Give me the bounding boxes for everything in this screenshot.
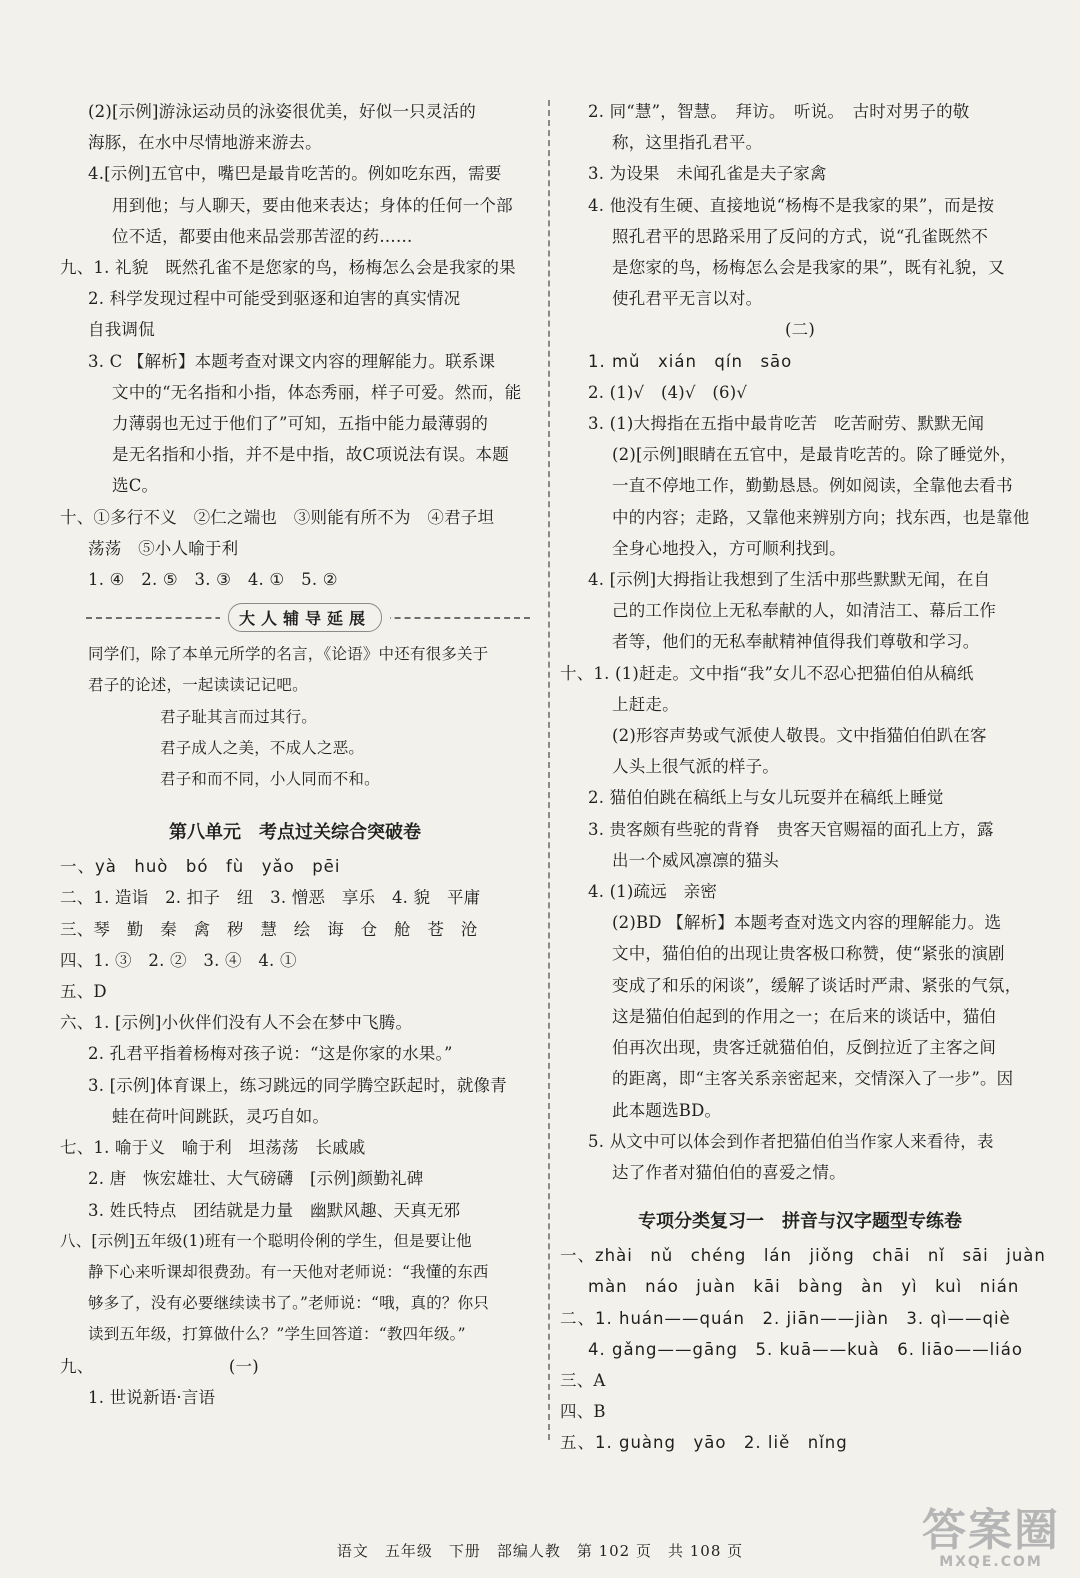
text-line: 一直不停地工作，勤勤恳恳。例如阅读，全靠他去看书 bbox=[612, 476, 1013, 496]
text-line: 2. 科学发现过程中可能受到驱逐和迫害的真实情况 bbox=[88, 289, 461, 309]
text-line: 的距离，即“主客关系亲密起来，交情深入了一步”。因 bbox=[612, 1069, 1014, 1089]
text-line: 3. C 【解析】本题考查对课文内容的理解能力。联系课 bbox=[88, 351, 496, 371]
pinyin-line: 1. mǔ xián qín sāo bbox=[588, 351, 793, 371]
text-line: 自我调侃 bbox=[88, 320, 155, 340]
text-line: 3. 姓氏特点 团结就是力量 幽默风趣、天真无邪 bbox=[88, 1200, 461, 1220]
text-line: 1. 世说新语·言语 bbox=[88, 1387, 216, 1407]
text-line: (2)形容声势或气派使人敬畏。文中指猫伯伯趴在客 bbox=[612, 726, 987, 746]
text-line: 全身心地投入，方可顺利找到。 bbox=[612, 538, 846, 558]
watermark-url: MXQE.COM bbox=[939, 1554, 1043, 1570]
left-column bbox=[60, 96, 530, 1413]
column-divider bbox=[548, 100, 550, 1440]
text-line: 4. [示例]大拇指让我想到了生活中那些默默无闻，在自 bbox=[588, 570, 991, 590]
text-line: 2. 同“慧”，智慧。 拜访。 听说。 古时对男子的敬 bbox=[588, 102, 970, 121]
text-line: 荡荡 ⑤小人喻于利 bbox=[88, 538, 239, 558]
text-line: 六、1. [示例]小伙伴们没有人不会在梦中飞腾。 bbox=[60, 1013, 413, 1033]
text-line: 3. 为设果 未闻孔雀是夫子家禽 bbox=[588, 164, 827, 184]
text-line: 使孔君平无言以对。 bbox=[612, 289, 763, 309]
text-line: 是您家的鸟，杨梅怎么会是我家的果”，既有礼貌，又 bbox=[612, 258, 1005, 278]
text-line: 2. 猫伯伯跳在稿纸上与女儿玩耍并在稿纸上睡觉 bbox=[588, 788, 944, 808]
text-line: 是无名指和小指，并不是中指，故C项说法有误。本题 bbox=[112, 445, 509, 465]
quote-line: 君子耻其言而过其行。 bbox=[160, 707, 318, 726]
text-line: 照孔君平的思路采用了反问的方式，说“孔雀既然不 bbox=[612, 226, 989, 246]
quote-line: 君子成人之美，不成人之恶。 bbox=[160, 738, 365, 757]
right-column bbox=[560, 96, 1046, 1459]
text-line: 出一个威风凛凛的猫头 bbox=[612, 850, 779, 870]
extension-banner bbox=[60, 601, 530, 635]
banner-title: 大人辅导延展 bbox=[228, 603, 382, 632]
text-line: 上赶走。 bbox=[612, 694, 679, 714]
text-line: 海豚，在水中尽情地游来游去。 bbox=[88, 133, 322, 153]
text-line: 七、1. 喻于义 喻于利 坦荡荡 长戚戚 bbox=[60, 1138, 366, 1158]
text-line: 九、1. 礼貌 既然孔雀不是您家的鸟，杨梅怎么会是我家的果 bbox=[60, 258, 516, 278]
part1-label: (一) bbox=[228, 1356, 259, 1376]
text-line: 4. 他没有生硬、直接地说“杨梅不是我家的果”，而是按 bbox=[588, 195, 995, 215]
text-line: 位不适，都要由他来品尝那苦涩的药…… bbox=[112, 226, 413, 246]
text-line: 四、1. ③ 2. ② 3. ④ 4. ① bbox=[60, 950, 297, 970]
text-line: 三、A bbox=[560, 1370, 606, 1390]
intro-line: 君子的论述，一起读读记记吧。 bbox=[88, 676, 308, 695]
text-line: 用到他；与人聊天，要由他来表达；身体的任何一个部 bbox=[112, 195, 513, 215]
text-line: 静下心来听课却很费劲。有一天他对老师说：“我懂的东西 bbox=[88, 1262, 489, 1281]
pinyin-line: 一、yà huò bó fù yǎo pēi bbox=[60, 857, 341, 877]
text-line: 2. 唐 恢宏雄壮、大气磅礴 [示例]颜勤礼碑 bbox=[88, 1169, 424, 1189]
text-line: 3. (1)大拇指在五指中最肯吃苦 吃苦耐劳、默默无闻 bbox=[588, 414, 985, 434]
pinyin-line: 一、zhài nǔ chéng lán jiǒng chāi nǐ sāi juàn bbox=[560, 1246, 1046, 1266]
text-line: 者等，他们的无私奉献精神值得我们尊敬和学习。 bbox=[612, 632, 980, 652]
text-line: 蛙在荷叶间跳跃，灵巧自如。 bbox=[112, 1106, 330, 1126]
text-line: 伯再次出现，贵客迁就猫伯伯，反倒拉近了主客之间 bbox=[612, 1038, 997, 1058]
text-line: (2)[示例]眼睛在五官中，是最肯吃苦的。除了睡觉外， bbox=[612, 445, 1017, 465]
text-line bbox=[60, 1351, 530, 1382]
unit8-title: 第八单元 考点过关综合突破卷 bbox=[169, 822, 421, 844]
pinyin-line: màn náo juàn kāi bàng àn yì kuì nián bbox=[588, 1277, 1020, 1297]
text-line: 4.[示例]五官中，嘴巴是最肯吃苦的。例如吃东西，需要 bbox=[88, 164, 502, 184]
intro-line: 同学们，除了本单元所学的名言，《论语》中还有很多关于 bbox=[88, 645, 489, 664]
text-line: 文中的“无名指和小指，体态秀丽，样子可爱。然而，能 bbox=[112, 382, 522, 402]
watermark-text: 答案圈 bbox=[922, 1505, 1060, 1556]
text-line: 1. ④ 2. ⑤ 3. ③ 4. ① 5. ② bbox=[88, 570, 338, 590]
text-line: 力薄弱也无过于他们了”可知，五指中能力最薄弱的 bbox=[112, 414, 489, 434]
text-line: (2)BD 【解析】本题考查对选文内容的理解能力。选 bbox=[612, 913, 1002, 933]
text-line: 八、[示例]五年级(1)班有一个聪明伶俐的学生，但是要让他 bbox=[60, 1231, 472, 1250]
section-label: 九、 bbox=[60, 1356, 94, 1376]
text-line: 二、1. 造诣 2. 扣子 纽 3. 憎恶 享乐 4. 貌 平庸 bbox=[60, 888, 481, 908]
text-line: 己的工作岗位上无私奉献的人，如清洁工、幕后工作 bbox=[612, 601, 997, 621]
text-line: 这是猫伯伯起到的作用之一；在后来的谈话中，猫伯 bbox=[612, 1006, 997, 1026]
text-line: 四、B bbox=[560, 1402, 606, 1422]
text-line: 2. (1)√ (4)√ (6)√ bbox=[588, 382, 748, 402]
text-line: 人头上很气派的样子。 bbox=[612, 757, 779, 777]
text-line: 够多了，没有必要继续读书了。”老师说：“哦，真的？你只 bbox=[88, 1294, 489, 1313]
part2-label: (二) bbox=[785, 320, 815, 340]
text-line: 十、①多行不义 ②仁之端也 ③则能有所不为 ④君子坦 bbox=[60, 507, 495, 527]
text-line: 达了作者对猫伯伯的喜爱之情。 bbox=[612, 1162, 846, 1182]
text-line: 此本题选BD。 bbox=[612, 1100, 722, 1120]
text-line: 5. 从文中可以体会到作者把猫伯伯当作家人来看待，表 bbox=[588, 1131, 994, 1151]
page-footer: 语文 五年级 下册 部编人教 第 102 页 共 108 页 bbox=[336, 1542, 744, 1560]
text-line: 3. [示例]体育课上，练习跳远的同学腾空跃起时，就像青 bbox=[88, 1075, 507, 1095]
text-line: 十、1. (1)赶走。文中指“我”女儿不忍心把猫伯伯从稿纸 bbox=[560, 663, 974, 683]
text-line: 变成了和乐的闲谈”，缓解了谈话时严肃、紧张的气氛， bbox=[612, 975, 1022, 995]
text-line: 读到五年级，打算做什么？”学生回答道：“教四年级。” bbox=[88, 1325, 466, 1344]
text-line: 称，这里指孔君平。 bbox=[612, 133, 763, 153]
text-line: (2)[示例]游泳运动员的泳姿很优美，好似一只灵活的 bbox=[88, 102, 476, 121]
text-line: 4. (1)疏远 亲密 bbox=[588, 882, 718, 902]
text-line: 三、琴 勤 秦 禽 秽 慧 绘 诲 仓 舱 苍 沧 bbox=[60, 919, 478, 939]
text-line: 五、D bbox=[60, 982, 107, 1002]
text-line: 3. 贵客颇有些驼的背脊 贵客天官赐福的面孔上方，露 bbox=[588, 819, 994, 839]
pinyin-line: 五、1. guàng yāo 2. liě nǐng bbox=[560, 1433, 848, 1453]
pinyin-line: 二、1. huán——quán 2. jiān——jiàn 3. qì——qiè bbox=[560, 1308, 1011, 1328]
text-line: 中的内容；走路，又靠他来辨别方向；找东西，也是靠他 bbox=[612, 507, 1030, 527]
watermark-logo bbox=[922, 1505, 1060, 1570]
review-title: 专项分类复习一 拼音与汉字题型专练卷 bbox=[638, 1211, 962, 1233]
text-line: 2. 孔君平指着杨梅对孩子说：“这是你家的水果。” bbox=[88, 1044, 453, 1064]
text-line: 选C。 bbox=[112, 476, 159, 496]
pinyin-line: 4. gǎng——gāng 5. kuā——kuà 6. liāo——liáo bbox=[588, 1339, 1023, 1359]
text-line: 文中，猫伯伯的出现让贵客极口称赞，使“紧张的演剧 bbox=[612, 944, 1005, 964]
quote-line: 君子和而不同，小人同而不和。 bbox=[160, 770, 380, 789]
